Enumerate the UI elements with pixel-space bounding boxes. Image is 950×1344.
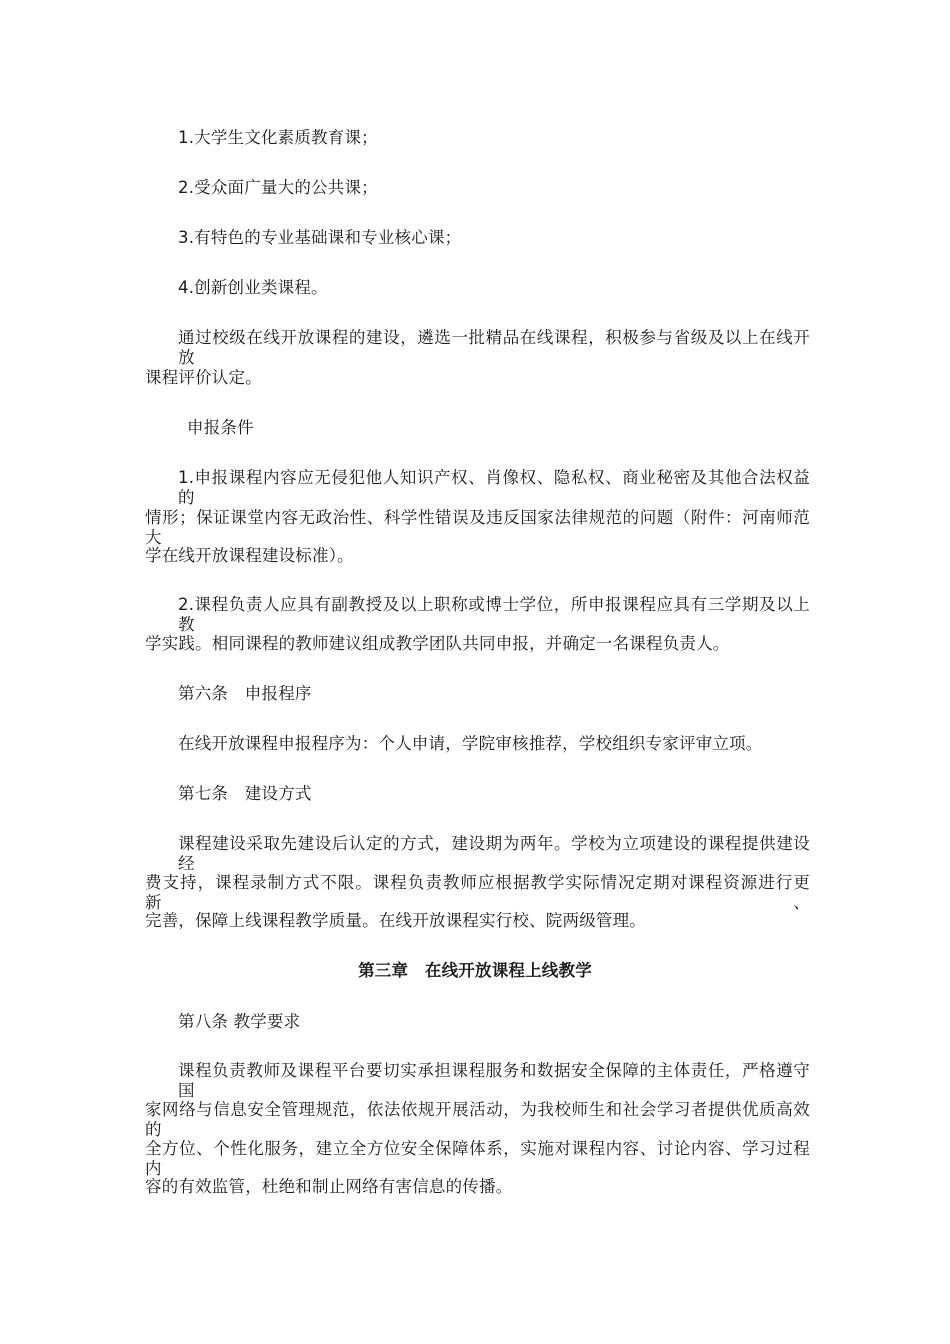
article-6-body: 在线开放课程申报程序为：个人申请，学院审核推荐，学校组织专家评审立项。 [178,734,763,753]
paragraph-line: 完善，保障上线课程教学质量。在线开放课程实行校、院两级管理。 [145,911,646,930]
chapter-3-title: 第三章 在线开放课程上线教学 [358,961,592,980]
list-item-1: 1.大学生文化素质教育课； [178,128,378,147]
section-heading-conditions: 申报条件 [187,418,254,437]
paragraph-line: 学实践。相同课程的教师建议组成教学团队共同申报，并确定一名课程负责人。 [145,634,730,653]
paragraph-line: 家网络与信息安全管理规范，依法依规开展活动，为我校师生和社会学习者提供优质高效的 [145,1100,810,1139]
paragraph-line: 课程负责教师及课程平台要切实承担课程服务和数据安全保障的主体责任，严格遵守国 [178,1061,810,1100]
paragraph-line: 课程建设采取先建设后认定的方式，建设期为两年。学校为立项建设的课程提供建设经 [178,834,810,873]
list-item-3: 3.有特色的专业基础课和专业核心课； [178,228,462,247]
paragraph-line: 情形；保证课堂内容无政治性、科学性错误及违反国家法律规范的问题（附件：河南师范大 [145,508,810,547]
paragraph-line: 通过校级在线开放课程的建设，遴选一批精品在线课程，积极参与省级及以上在线开放 [178,328,810,367]
list-item-4: 4.创新创业类课程。 [178,278,328,297]
article-8-title: 第八条 教学要求 [178,1012,301,1031]
paragraph-line: 费支持，课程录制方式不限。课程负责教师应根据教学实际情况定期对课程资源进行更新、 [145,873,810,912]
paragraph-line: 1.申报课程内容应无侵犯他人知识产权、肖像权、隐私权、商业秘密及其他合法权益的 [178,468,810,507]
paragraph-line: 全方位、个性化服务，建立全方位安全保障体系，实施对课程内容、讨论内容、学习过程内 [145,1139,810,1178]
article-7-title: 第七条 建设方式 [178,784,312,803]
paragraph-line: 容的有效监管，杜绝和制止网络有害信息的传播。 [145,1177,513,1196]
list-item-2: 2.受众面广量大的公共课； [178,178,378,197]
paragraph-line: 2.课程负责人应具有副教授及以上职称或博士学位，所申报课程应具有三学期及以上教 [178,595,810,634]
paragraph-line: 课程评价认定。 [145,368,262,387]
article-6-title: 第六条 申报程序 [178,684,312,703]
paragraph-line: 学在线开放课程建设标准）。 [145,546,354,565]
